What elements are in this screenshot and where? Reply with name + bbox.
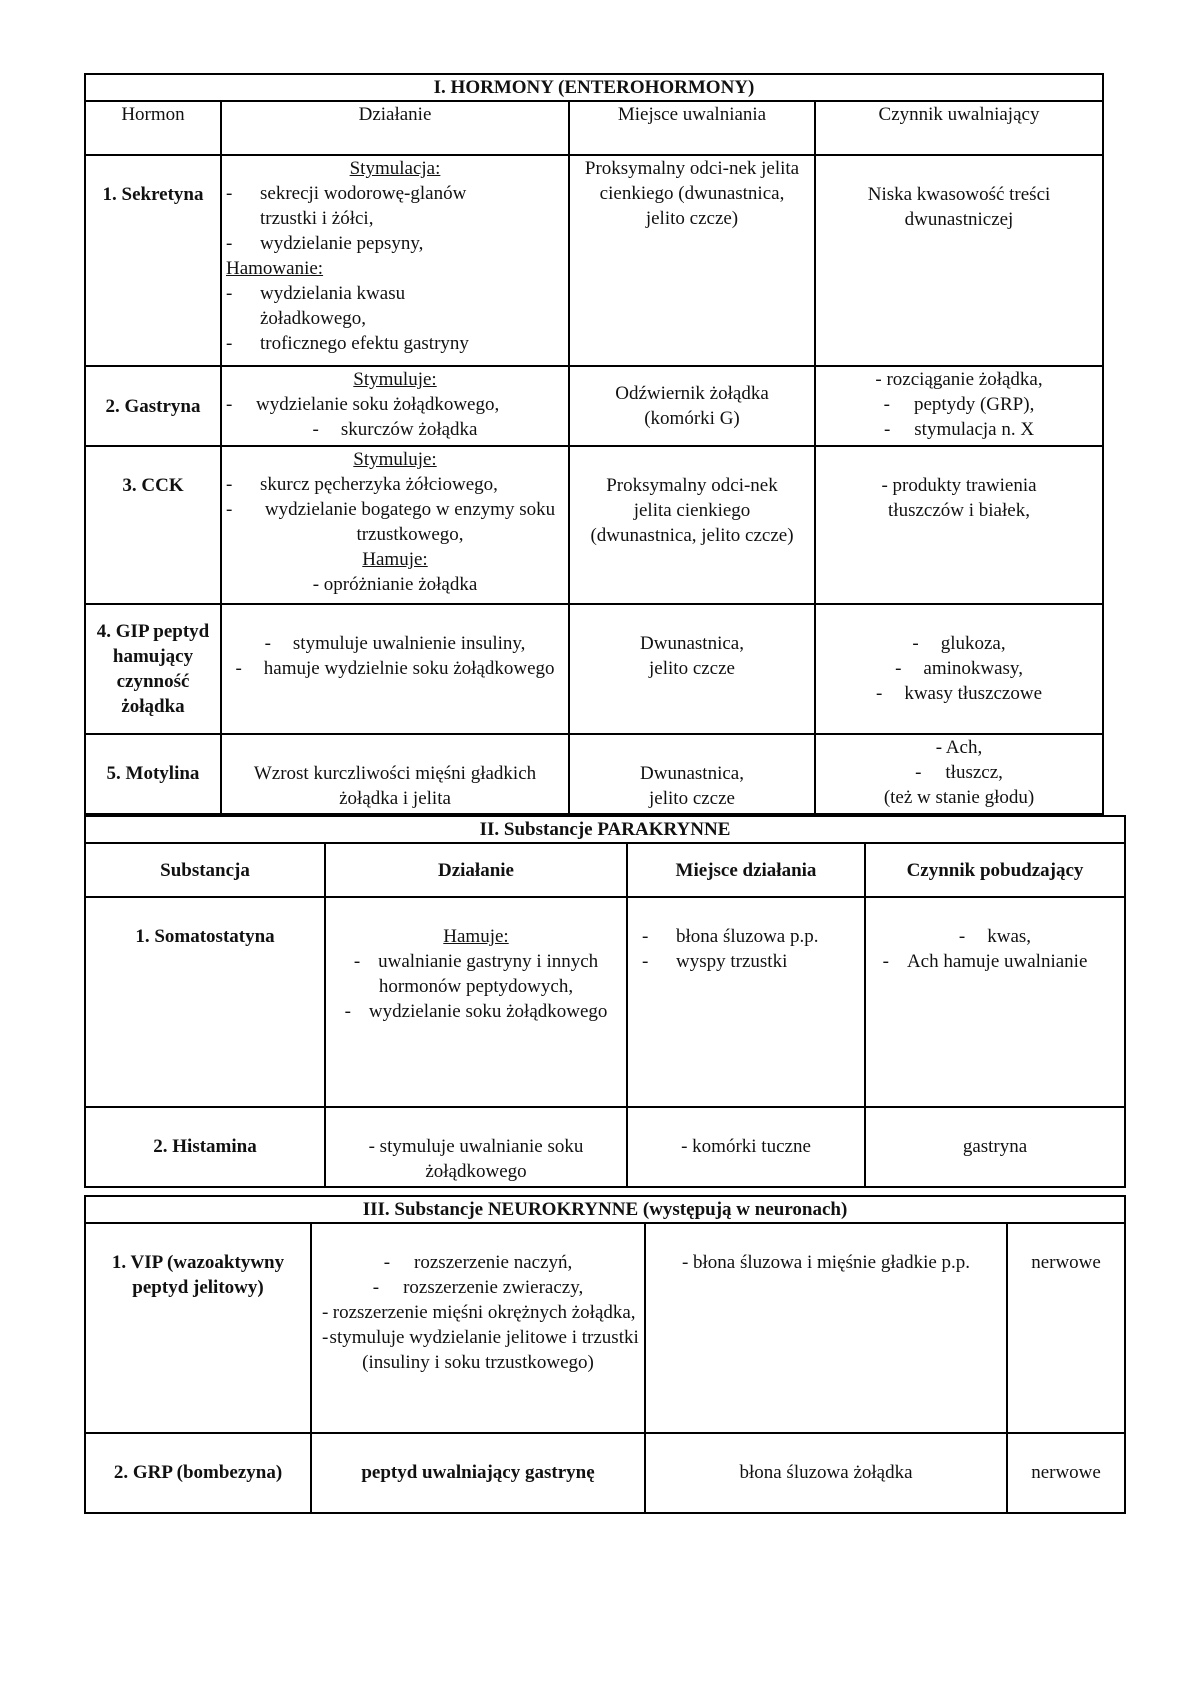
table-row xyxy=(85,734,1103,814)
substance-name: 2. Histamina xyxy=(85,1107,325,1187)
substance-trigger: gastryna xyxy=(865,1107,1125,1187)
substance-action: peptyd uwalniający gastrynę xyxy=(311,1433,645,1513)
hormone-trigger: - rozciąganie żołądka, - peptydy (GRP), - stymulacja n. X xyxy=(815,366,1103,446)
hormony-table xyxy=(84,73,1104,815)
table-row xyxy=(85,366,1103,446)
col-header-czynnik: Czynnik uwalniający xyxy=(815,101,1103,155)
table-row xyxy=(85,446,1103,604)
table-row xyxy=(85,897,1125,1107)
hormone-site: Proksymalny odci-nek jelita cienkiego (dwunastnica, jelito czcze) xyxy=(569,155,815,366)
col-header-czynnik: Czynnik pobudzający xyxy=(865,843,1125,897)
table-row xyxy=(85,1223,1125,1433)
table-row xyxy=(85,155,1103,366)
substance-trigger: nerwowe xyxy=(1007,1433,1125,1513)
hormone-action: Stymuluje: - skurcz pęcherzyka żółciowego, - wydzielanie bogatego w enzymy soku trzustkowego, Hamuje: - opróżnianie żołądka xyxy=(221,446,569,604)
col-header-miejsce: Miejsce uwalniania xyxy=(569,101,815,155)
substance-site: błona śluzowa żołądka xyxy=(645,1433,1007,1513)
neurokrynne-table xyxy=(84,1195,1126,1514)
hormone-action: Stymulacja: - sekrecji wodorowę-glanów trzustki i żółci, - wydzielanie pepsyny, Hamowanie: - wydzielania kwasu żoładkowego, - troficznego efektu gastryny xyxy=(221,155,569,366)
substance-name: 2. GRP (bombezyna) xyxy=(85,1433,311,1513)
hormone-name: 3. CCK xyxy=(85,446,221,604)
hormone-trigger: Niska kwasowość treści dwunastniczej xyxy=(815,155,1103,366)
substance-name: 1. Somatostatyna xyxy=(85,897,325,1107)
substance-action: - stymuluje uwalnianie soku żołądkowego xyxy=(325,1107,627,1187)
section-title: II. Substancje PARAKRYNNE xyxy=(85,816,1125,843)
hormone-action: Stymuluje: - wydzielanie soku żołądkowego, - skurczów żołądka xyxy=(221,366,569,446)
hormone-site: Proksymalny odci-nek jelita cienkiego (dwunastnica, jelito czcze) xyxy=(569,446,815,604)
table-row xyxy=(85,1433,1125,1513)
hormone-name: 1. Sekretyna xyxy=(85,155,221,366)
substance-trigger: nerwowe xyxy=(1007,1223,1125,1433)
hormone-action: - stymuluje uwalnienie insuliny, - hamuje wydzielnie soku żołądkowego xyxy=(221,604,569,734)
substance-action: - rozszerzenie naczyń, - rozszerzenie zwieraczy, - rozszerzenie mięśni okrężnych żołądka, - stymuluje wydzielanie jelitowe i trzustki (insuliny i soku trzustkowego) xyxy=(311,1223,645,1433)
hormone-name: 5. Motylina xyxy=(85,734,221,814)
substance-site: - komórki tuczne xyxy=(627,1107,865,1187)
col-header-dzialanie: Działanie xyxy=(325,843,627,897)
hormone-trigger: - produkty trawienia tłuszczów i białek, xyxy=(815,446,1103,604)
table-row xyxy=(85,1107,1125,1187)
parakrynne-table xyxy=(84,815,1126,1188)
hormone-site: Dwunastnica, jelito czcze xyxy=(569,604,815,734)
hormone-trigger: - glukoza, - aminokwasy, - kwasy tłuszczowe xyxy=(815,604,1103,734)
substance-site: - błona śluzowa i mięśnie gładkie p.p. xyxy=(645,1223,1007,1433)
substance-trigger: - kwas, - Ach hamuje uwalnianie xyxy=(865,897,1125,1107)
hormone-site: Dwunastnica, jelito czcze xyxy=(569,734,815,814)
col-header-substancja: Substancja xyxy=(85,843,325,897)
col-header-hormon: Hormon xyxy=(85,101,221,155)
hormone-trigger: - Ach, - tłuszcz, (też w stanie głodu) xyxy=(815,734,1103,814)
hormone-site: Odźwiernik żołądka (komórki G) xyxy=(569,366,815,446)
hormone-name: 2. Gastryna xyxy=(85,366,221,446)
section-title: III. Substancje NEUROKRYNNE (występują w neuronach) xyxy=(85,1196,1125,1223)
col-header-miejsce: Miejsce działania xyxy=(627,843,865,897)
section-title: I. HORMONY (ENTEROHORMONY) xyxy=(85,74,1103,101)
hormone-action: Wzrost kurczliwości mięśni gładkich żołądka i jelita xyxy=(221,734,569,814)
col-header-dzialanie: Działanie xyxy=(221,101,569,155)
substance-name: 1. VIP (wazoaktywny peptyd jelitowy) xyxy=(85,1223,311,1433)
hormone-name: 4. GIP peptyd hamujący czynność żołądka xyxy=(85,604,221,734)
substance-site: - błona śluzowa p.p. - wyspy trzustki xyxy=(627,897,865,1107)
substance-action: Hamuje: - uwalnianie gastryny i innych hormonów peptydowych, - wydzielanie soku żołądkowego xyxy=(325,897,627,1107)
table-row xyxy=(85,604,1103,734)
